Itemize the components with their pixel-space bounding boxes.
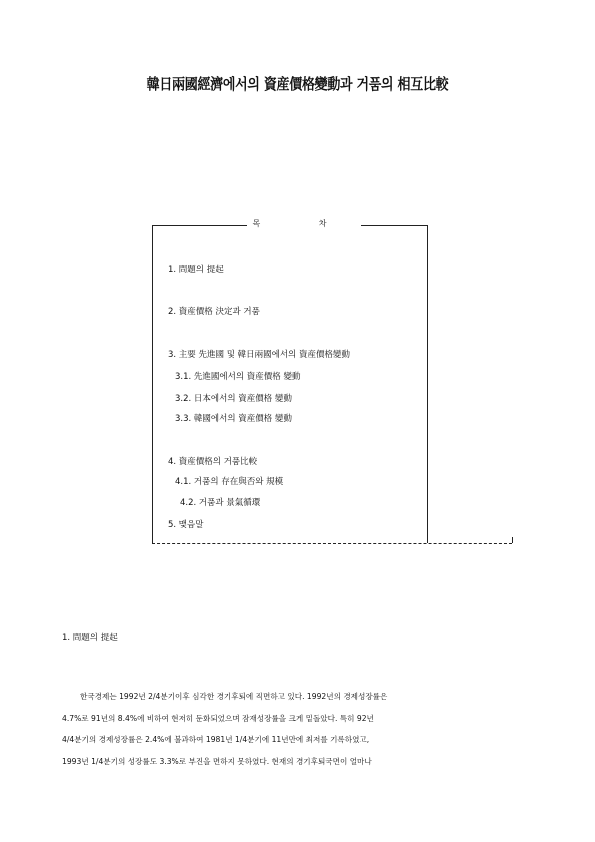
toc-left-border: [152, 225, 153, 543]
toc-item: 1. 問題의 提起: [168, 265, 224, 275]
body-line: 1993년 1/4분기의 성장률도 3.3%로 부진을 면하지 못하였다. 현재의 경기후퇴국면이 얼마나: [62, 756, 372, 766]
toc-bottom-border: [152, 543, 512, 544]
page-title: 韓日兩國經濟에서의 資産價格變動과 거품의 相互比較: [146, 76, 449, 94]
toc-item: 3.3. 韓國에서의 資産價格 變動: [175, 414, 292, 424]
toc-item: 3.2. 日本에서의 資産價格 變動: [175, 394, 292, 404]
toc-item: 3. 主要 先進國 및 韓日兩國에서의 資産價格變動: [168, 350, 350, 360]
toc-heading: 목 차: [247, 219, 361, 228]
body-line: 4/4분기의 경제성장률은 2.4%에 불과하여 1981년 1/4분기에 11년만에 최저를 기록하였고,: [62, 735, 370, 744]
body-line: 4.7%로 91년의 8.4%에 비하여 현저히 둔화되었으며 잠재성장률을 크게 밑돌았다. 특히 92년: [62, 713, 374, 723]
toc-item: 4.2. 거품과 景氣循環: [180, 498, 261, 508]
section-heading: 1. 問題의 提起: [62, 633, 118, 643]
body-line: 한국경제는 1992년 2/4분기이후 심각한 경기후퇴에 직면하고 있다. 1992년의 경제성장률은: [80, 692, 388, 701]
toc-item: 5. 맺음말: [168, 520, 204, 530]
toc-right-border: [427, 225, 428, 543]
toc-heading-wrap: [152, 218, 427, 229]
toc-bottom-cap: [512, 537, 513, 543]
table-of-contents: [152, 219, 427, 543]
body-paragraph: [62, 686, 522, 772]
toc-item: 2. 資産價格 決定과 거품: [168, 307, 260, 317]
toc-item: 4. 資産價格의 거품比較: [168, 457, 258, 467]
toc-item: 3.1. 先進國에서의 資産價格 變動: [175, 372, 301, 382]
toc-item: 4.1. 거품의 存在與否와 規模: [175, 477, 284, 487]
